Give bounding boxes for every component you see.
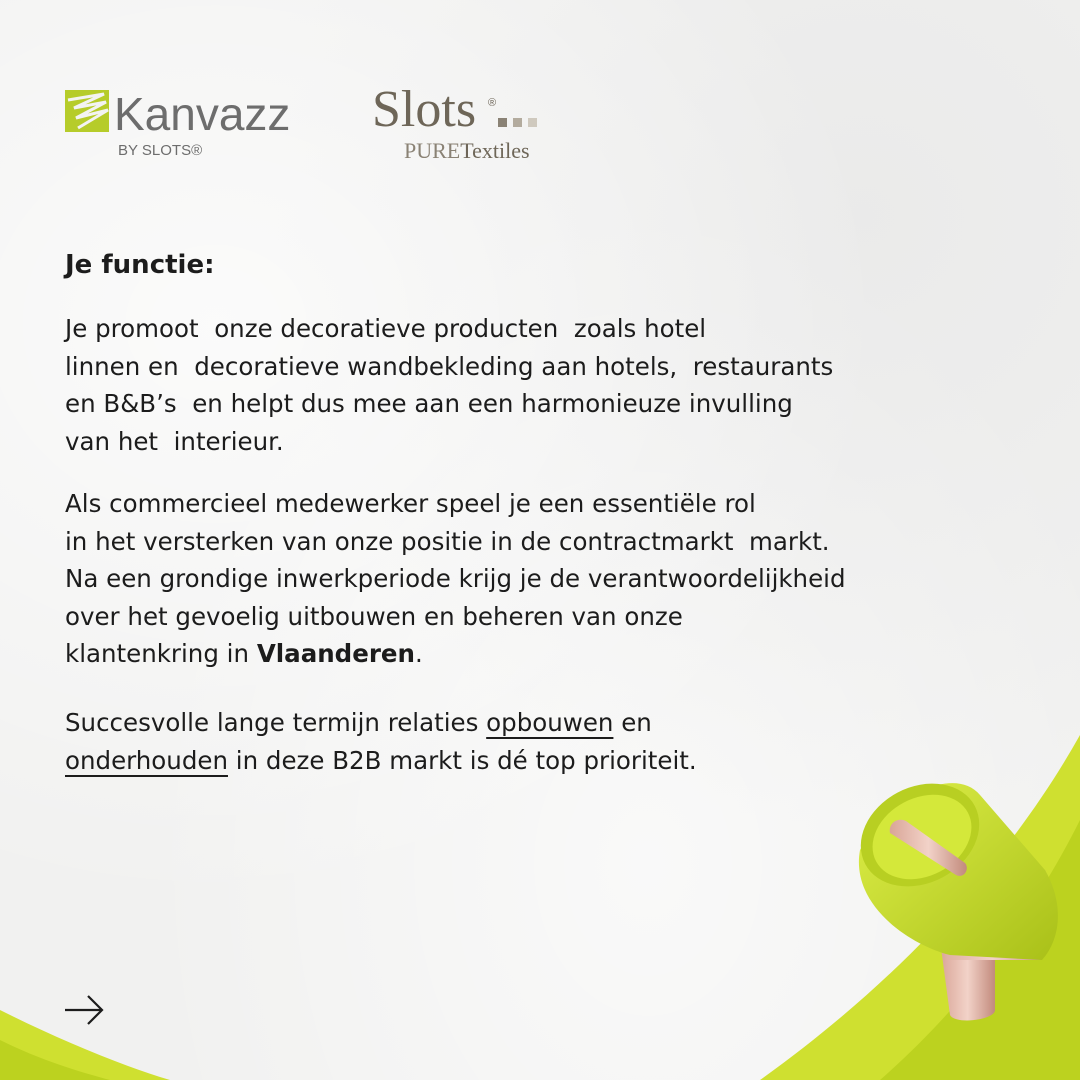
paragraph-responsibility xyxy=(65,485,995,673)
paragraph-line: en B&B’s en helpt dus mee aan een harmonieuze invulling xyxy=(65,389,793,418)
link-onderhouden[interactable]: onderhouden xyxy=(65,745,228,775)
paragraph-line: in het versterken van onze positie in de contractmarkt markt. xyxy=(65,526,830,556)
link-opbouwen[interactable]: opbouwen xyxy=(486,708,614,737)
kanvazz-mark-icon xyxy=(65,90,109,132)
paragraph-line: van het interieur. xyxy=(65,426,284,456)
paragraph-role xyxy=(65,310,995,460)
paragraph-line: Als commercieel medewerker speel je een essentiële rol xyxy=(65,489,756,518)
paragraph-line: Na een grondige inwerkperiode krijg je de verantwoordelijkheid xyxy=(65,564,846,593)
paragraph-line xyxy=(65,704,995,742)
paragraph-line: over het gevoelig uitbouwen en beheren van onze xyxy=(65,601,683,631)
line-text: in deze B2B markt is dé top prioriteit. xyxy=(227,745,697,775)
arrow-right-icon[interactable] xyxy=(62,990,106,1030)
section-heading: Je functie: xyxy=(65,250,215,280)
svg-text:PURETextiles: PURETextiles xyxy=(404,138,530,163)
svg-text:Slots: Slots xyxy=(372,81,477,138)
line-text: . xyxy=(414,639,423,668)
line-text: Succesvolle lange termijn relaties xyxy=(65,708,487,737)
region-name: Vlaanderen xyxy=(256,639,415,668)
kanvazz-logo xyxy=(64,80,324,170)
svg-text:Kanvazz: Kanvazz xyxy=(114,88,291,140)
slots-logo xyxy=(370,80,570,170)
line-text: en xyxy=(613,708,652,737)
brand-logos xyxy=(64,80,624,170)
line-text: klantenkring in xyxy=(65,639,257,668)
svg-text:BY SLOTS®: BY SLOTS® xyxy=(118,142,203,159)
paragraph-line xyxy=(65,635,995,673)
svg-text:®: ® xyxy=(488,97,497,109)
paragraph-line: Je promoot onze decoratieve producten zoals hotel xyxy=(65,314,707,343)
megaphone-icon xyxy=(830,755,1080,1055)
paragraph-line: linnen en decoratieve wandbekleding aan hotels, restaurants xyxy=(65,351,834,381)
